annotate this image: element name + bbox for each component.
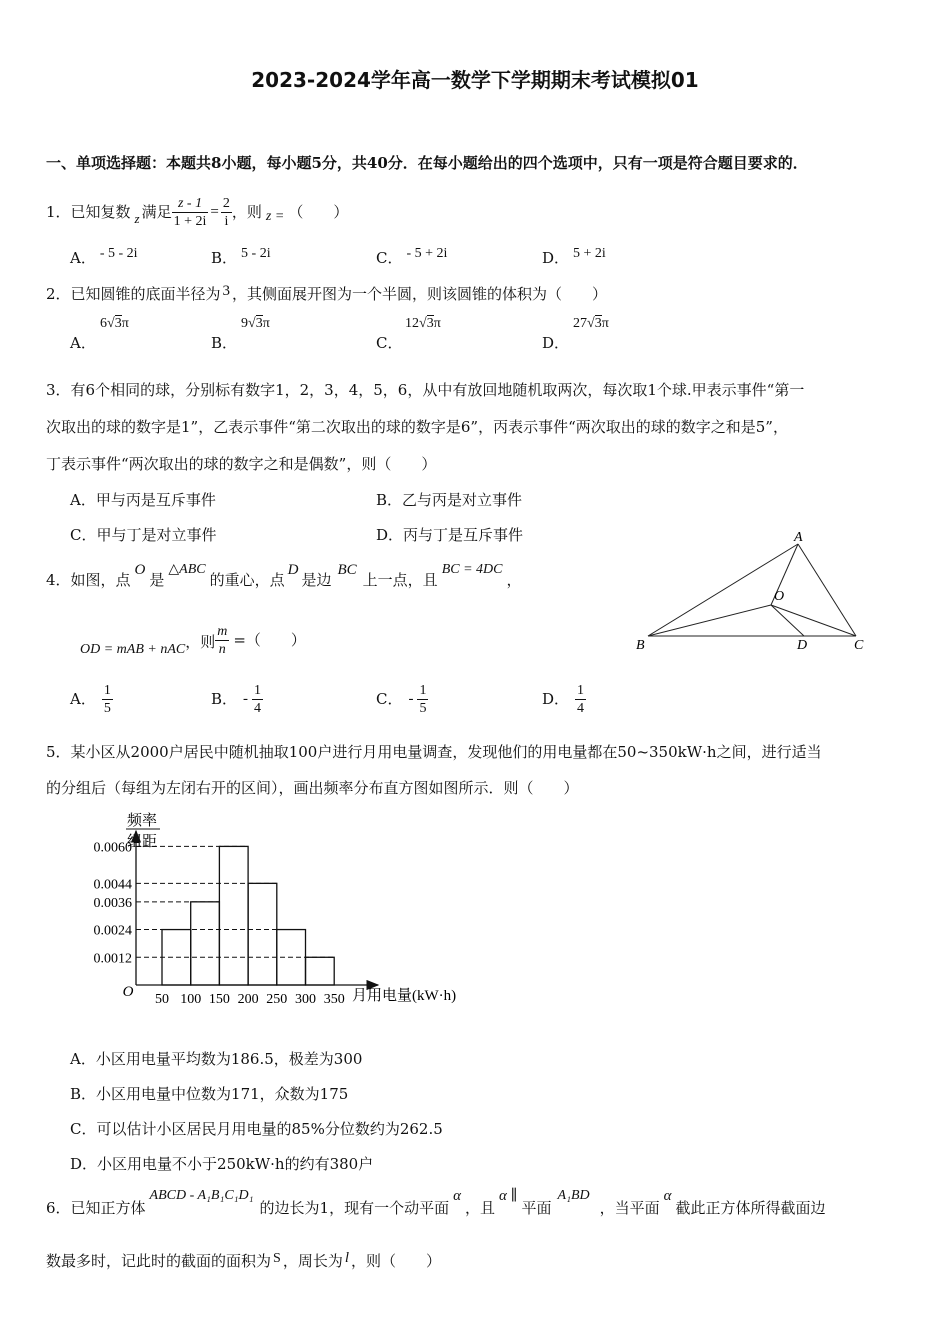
q3-option-a[interactable]: [70, 489, 216, 511]
xtick-label: 200: [237, 992, 259, 1007]
q6-peri: ，周长为: [282, 1252, 343, 1270]
q4-opt-b-letter: B．: [211, 690, 238, 708]
q3-opt-b-text: 乙与丙是对立事件: [402, 491, 523, 509]
q2-option-d[interactable]: [542, 332, 569, 354]
q4-pre: 4．如图，点: [46, 571, 131, 589]
q6-and: ，且: [464, 1199, 495, 1217]
xtick-label: 300: [295, 992, 316, 1007]
q5-opt-d-text: 小区用电量不小于250kW·h的约有380户: [97, 1155, 374, 1173]
q1-f2-den: i: [224, 213, 229, 229]
question-1-stem: [46, 190, 348, 234]
triangle-figure: [630, 530, 870, 660]
q5-option-d[interactable]: [70, 1153, 373, 1175]
q4-option-d[interactable]: [542, 677, 586, 721]
q3-opt-a-letter: A．: [70, 491, 96, 509]
q3-opt-c-letter: C．: [70, 526, 97, 544]
xtick-label: 100: [180, 992, 202, 1007]
q6-line2a: 数最多时，记此时的截面的面积为: [46, 1252, 272, 1270]
q2-opt-d-value: [573, 316, 609, 332]
question-6-stem: [46, 1186, 826, 1230]
histogram-bar-[200,250): [248, 883, 277, 985]
q1-opt-b-letter: B．: [211, 249, 238, 267]
q2-opt-a-value: [100, 316, 129, 332]
sqrt-icon: √: [107, 316, 115, 331]
ytick-label: 0.0036: [93, 895, 132, 911]
q5-opt-d-letter: D．: [70, 1155, 98, 1173]
q4-opt-c-sign: -: [408, 691, 414, 707]
q6-pl: A₁BD: [557, 1188, 590, 1203]
q3-option-d[interactable]: [376, 524, 523, 546]
ytick-label: 0.0060: [93, 840, 132, 856]
q6-l: l: [344, 1250, 349, 1266]
q4-opt-c-letter: C．: [376, 690, 403, 708]
q2-opt-b-pi: π: [262, 316, 270, 331]
q3-opt-c-text: 甲与丁是对立事件: [96, 526, 217, 544]
q4-centroid: 的重心，点: [209, 571, 285, 589]
q1-f1-num: z - 1: [177, 195, 203, 211]
label-d: D: [797, 638, 808, 653]
q4-option-a[interactable]: [70, 677, 113, 721]
q1-option-a[interactable]: [70, 247, 138, 271]
histogram-bar-[150,200): [219, 846, 248, 985]
q2-opt-d-letter: D．: [542, 334, 570, 352]
q4-vector-line: [80, 618, 306, 662]
q2-opt-a-rad: 3: [114, 316, 122, 331]
edge-ac: [798, 544, 856, 636]
q1-fraction-right: [221, 195, 232, 230]
q1-z: z: [134, 211, 140, 226]
q5-opt-a-text: 小区用电量平均数为186.5，极差为300: [95, 1050, 363, 1068]
q4-eq: =（ ）: [233, 631, 306, 649]
q2-opt-b-rad: 3: [255, 316, 263, 331]
q4-opt-d-letter: D．: [542, 690, 570, 708]
ytick-label: 0.0024: [93, 923, 132, 939]
q1-fraction-left: [172, 195, 209, 230]
q5-line-2: 的分组后（每组为左闭右开的区间），画出频率分布直方图如图所示．则（ ）: [46, 779, 579, 797]
q4-is: 是: [149, 571, 165, 589]
question-2-stem: [46, 283, 607, 306]
q6-alpha: α: [453, 1188, 461, 1204]
q2-opt-c-letter: C．: [376, 334, 403, 352]
label-o: O: [774, 589, 785, 604]
q4-opt-c-num: 1: [419, 682, 427, 698]
ytick-label: 0.0044: [93, 877, 132, 893]
q5-opt-a-letter: A．: [70, 1050, 96, 1068]
q6-cube: ABCD - A₁B₁C₁D₁: [149, 1188, 254, 1203]
q2-option-c[interactable]: [376, 332, 402, 354]
q1-then: ，则: [231, 203, 262, 221]
q2-opt-c-value: [405, 316, 441, 332]
q4-opt-b-sign: -: [243, 691, 249, 707]
q6-line-2: [46, 1250, 441, 1274]
q1-option-c[interactable]: [376, 247, 447, 271]
q4-opt-a-letter: A．: [70, 690, 96, 708]
q1-zeq: z =: [265, 209, 285, 224]
q2-option-b[interactable]: [211, 332, 237, 354]
q1-option-d[interactable]: [542, 247, 606, 271]
q2-opt-c-coef: 12: [405, 316, 419, 331]
origin-label: O: [122, 984, 134, 1000]
q1-opt-c-text: - 5 + 2i: [406, 246, 448, 261]
q4-fraction-mn: [215, 623, 229, 658]
histogram-bar-[100,150): [191, 902, 220, 985]
q2-opt-c-pi: π: [433, 316, 441, 331]
q2-r: 3: [222, 283, 231, 299]
frequency-histogram: [70, 805, 490, 1010]
q2-opt-d-coef: 27: [573, 316, 587, 331]
q4-d: D: [287, 562, 299, 578]
xtick-label: 150: [208, 992, 230, 1007]
q2-post: ，其侧面展开图为一个半圆，则该圆锥的体积为（ ）: [232, 285, 608, 303]
q1-eq: =: [210, 204, 219, 220]
q1-opt-b-text: 5 - 2i: [241, 246, 271, 261]
segment-oc: [771, 605, 856, 636]
q5-option-c[interactable]: [70, 1118, 443, 1140]
q5-option-b[interactable]: [70, 1083, 348, 1105]
q5-opt-b-text: 小区用电量中位数为171，众数为175: [96, 1085, 349, 1103]
ylabel-denominator: 组距: [126, 834, 158, 850]
q2-option-a[interactable]: [70, 332, 96, 354]
q4-relation: BC = 4DC: [441, 562, 503, 577]
q3-opt-b-letter: B．: [376, 491, 403, 509]
q4-on: 是边: [301, 571, 332, 589]
q6-pre: 6．已知正方体: [46, 1199, 146, 1217]
q3-line-3: 丁表示事件“两次取出的球的数字之和是偶数”，则（ ）: [46, 455, 437, 473]
q1-f1-den: 1 + 2i: [173, 213, 207, 229]
q3-opt-d-text: 丙与丁是互斥事件: [403, 526, 524, 544]
histogram-bar-[300,350): [306, 957, 335, 985]
q1-opt-a-letter: A．: [70, 249, 96, 267]
q6-alpha2: α: [663, 1188, 672, 1204]
q1-opt-d-letter: D．: [542, 249, 570, 267]
q4-option-c[interactable]: [376, 677, 428, 721]
q6-edge: 的边长为1，现有一个动平面: [259, 1199, 450, 1217]
q3-line-1: 3．有6个相同的球，分别标有数字1，2，3，4，5，6，从中有放回地随机取两次，每次取1个球.甲表示事件“第一: [46, 381, 805, 399]
q2-opt-d-pi: π: [601, 316, 609, 331]
ylabel-numerator: 频率: [126, 813, 158, 829]
q2-opt-d-rad: 3: [594, 316, 602, 331]
q4-fm: m: [217, 623, 228, 639]
q6-plane: 平面: [521, 1199, 552, 1217]
q6-end: ，则（ ）: [351, 1252, 442, 1270]
q4-tri: △ABC: [168, 562, 206, 577]
q5-opt-c-text: 可以估计小区居民月用电量的85%分位数约为262.5: [96, 1120, 443, 1138]
q2-pre: 2．已知圆锥的底面半径为: [46, 285, 221, 303]
q5-option-a[interactable]: [70, 1048, 362, 1070]
xlabel: 月用电量(kW·h): [352, 988, 457, 1004]
q4-option-b[interactable]: [211, 677, 263, 721]
xtick-label: 250: [266, 992, 288, 1007]
q2-opt-b-value: [241, 316, 270, 332]
q1-paren: （ ）: [288, 203, 349, 221]
sqrt-icon: √: [248, 316, 256, 331]
q4-onedge: 上一点，且: [362, 571, 438, 589]
xtick-label: 350: [323, 992, 345, 1007]
q4-bc: BC: [337, 562, 357, 578]
page-title: 2023-2024学年高一数学下学期期末考试模拟01: [251, 68, 699, 92]
label-a: A: [794, 530, 803, 545]
q3-opt-a-text: 甲与丙是互斥事件: [95, 491, 216, 509]
q1-opt-a-text: - 5 - 2i: [99, 246, 138, 261]
q2-opt-b-letter: B．: [211, 334, 238, 352]
q1-f2-num: 2: [222, 195, 230, 211]
ytick-label: 0.0012: [93, 951, 132, 967]
q3-option-c[interactable]: [70, 524, 217, 546]
label-c: C: [854, 638, 864, 653]
sqrt-icon: √: [587, 316, 595, 331]
question-4-stem: [46, 560, 522, 600]
q4-comma: ，: [506, 571, 522, 589]
q5-line-1: 5．某小区从2000户居民中随机抽取100户进行月用电量调查，发现他们的用电量都在50~350kW·h之间，进行适当: [46, 743, 822, 761]
q2-opt-b-coef: 9: [241, 316, 248, 331]
q3-opt-d-letter: D．: [376, 526, 404, 544]
q4-fn: n: [218, 641, 226, 657]
q1-option-b[interactable]: [211, 247, 271, 271]
label-b: B: [636, 638, 645, 653]
q6-cut: 截此正方体所得截面边: [675, 1199, 826, 1217]
q4-opt-a-num: 1: [103, 682, 111, 698]
q2-opt-a-pi: π: [121, 316, 129, 331]
q6-s: S: [273, 1251, 281, 1266]
q1-opt-d-text: 5 + 2i: [573, 246, 606, 261]
q4-opt-a-den: 5: [103, 700, 111, 716]
q5-opt-b-letter: B．: [70, 1085, 97, 1103]
segment-bo: [648, 605, 771, 636]
q1-opt-c-letter: C．: [376, 249, 403, 267]
segment-od: [771, 605, 804, 636]
xtick-label: 50: [155, 992, 169, 1007]
q4-opt-d-den: 4: [577, 700, 585, 716]
q5-opt-c-letter: C．: [70, 1120, 97, 1138]
q4-o: O: [134, 562, 146, 578]
q4-vector: OD = mAB + nAC: [80, 642, 186, 657]
section-heading: 一、单项选择题：本题共8小题，每小题5分，共40分．在每小题给出的四个选项中，只有一项是符合题目要求的．: [46, 154, 808, 172]
q4-opt-b-num: 1: [254, 682, 262, 698]
q1-pre: 1．已知复数: [46, 203, 131, 221]
q3-line-2: 次取出的球的数字是1”，乙表示事件“第二次取出的球的数字是6”，丙表示事件“两次取出的球的数字之和是5”，: [46, 418, 788, 436]
q4-then: ，则: [185, 633, 216, 651]
q4-opt-c-den: 5: [419, 700, 427, 716]
q6-par: α ∥: [498, 1188, 518, 1204]
q1-mid: 满足: [141, 203, 172, 221]
q4-opt-d-num: 1: [577, 682, 585, 698]
q4-opt-b-den: 4: [254, 700, 262, 716]
q3-option-b[interactable]: [376, 489, 522, 511]
sqrt-icon: √: [419, 316, 427, 331]
q6-when: ，当平面: [599, 1199, 660, 1217]
q2-opt-a-letter: A．: [70, 334, 96, 352]
q2-opt-c-rad: 3: [426, 316, 434, 331]
q2-opt-a-coef: 6: [100, 316, 107, 331]
